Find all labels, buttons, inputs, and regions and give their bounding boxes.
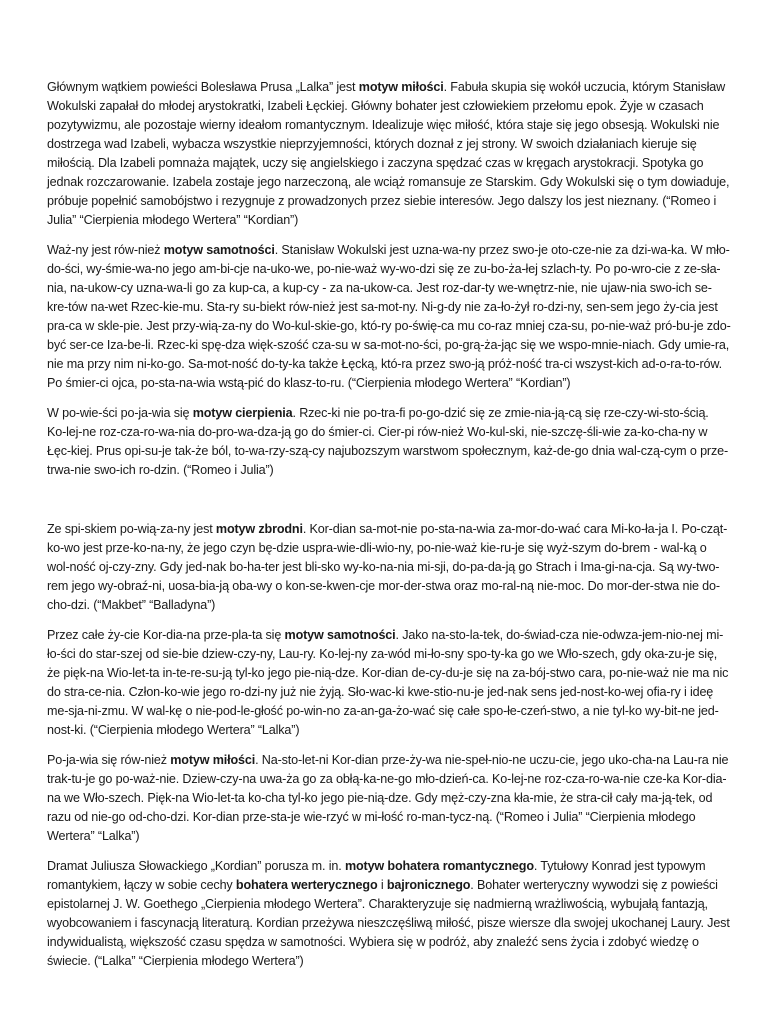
bold-term: bohatera werterycznego [235, 878, 378, 892]
paragraph-text: . Fabuła skupia się wokół uczucia, którym Stanisław Wokulski zapałał do młodej arystokratki, Izabeli Łęckiej. Główny bohater jest człowiekiem przełomu epok. Żyje w czasach pozytywizmu, ale pozostaje wierny ideałom romantycznym. Idealizuje więc miłość, która staje się jego obsesją. Wokulski nie dostrzega wad Izabeli, wybacza wszystkie nieprzyjemności, których doznał z jej strony. W swoich działaniach kieruje się miłością. Dla Izabeli pomnaża majątek, uczy się angielskiego i zaczyna spędzać czas w kręgach arystokracji. Spotyka go jednak rozczarowanie. Izabela zostaje jego narzeczoną, ale wciąż romansuje ze Starskim. Gdy Wokulski się o tym dowiaduje, próbuje popełnić samobójstwo i rezygnuje z prowadzonych przez siebie interesów. Jego dalszy los jest nieznany. (“Romeo i Julia” “Cierpienia młodego Wertera” “Kordian”) [47, 80, 730, 227]
paragraph-text: . Tytułowy Konrad jest typowym romantykiem, łączy w sobie cechy [47, 859, 706, 892]
paragraph-text: Dramat Juliusza Słowackiego „Kordian” porusza m. in. [47, 859, 345, 873]
paragraph [47, 520, 731, 615]
paragraph-text: . Jako na-sto-la-tek, do-świad-cza nie-odwza-jem-nio-nej mi-ło-ści do star-szej od sie-bie dziew-czy-ny, Lau-ry. Ko-lej-ny za-wód mi-ło-sny spo-ty-ka go we Wło-szech, gdy oka-zu-je się, że pięk-na Wio-let-ta in-te-re-su-ją tyl-ko jego pie-nią-dze. Kor-dian de-cy-du-je się na za-bój-stwo cara, po-nie-waż nie ma nic do stra-ce-nia. Człon-ko-wie jego ro-dzi-ny już nie żyją. Sło-wac-ki kwe-stio-nu-je jed-nak sens jed-nost-ko-wej ofia-ry i ideę me-sja-ni-zmu. W wal-kę o nie-pod-le-głość po-win-no za-an-ga-żo-wać się całe spo-łe-czeń-stwo, a nie tyl-ko wy-bit-ne jed-nost-ki. (“Cierpienia młodego Wertera” “Lalka”) [47, 628, 729, 737]
bold-term: bajronicznego [386, 878, 471, 892]
paragraph-text: W po-wie-ści po-ja-wia się [47, 406, 193, 420]
paragraph-text: Głównym wątkiem powieści Bolesława Prusa „Lalka” jest [47, 80, 359, 94]
paragraph-text: Waż-ny jest rów-nież [47, 243, 164, 257]
paragraph-text: Po-ja-wia się rów-nież [47, 753, 171, 767]
paragraph-text: i [377, 878, 387, 892]
paragraph-text: Ze spi-skiem po-wią-za-ny jest [47, 522, 216, 536]
paragraph-text: . Rzec-ki nie po-tra-fi po-go-dzić się ze zmie-nia-ją-cą się rze-czy-wi-sto-ścią. Ko-lej-ne roz-cza-ro-wa-nia do-pro-wa-dza-ją go do śmier-ci. Cier-pi rów-nież Wo-kul-ski, nie-szczę-śli-wie za-ko-cha-ny w Łęc-kiej. Prus opi-su-je tak-że ból, to-wa-rzy-szą-cy najubozszym warstwom społecznym, każ-de-go dnia wal-czą-cym o prze-trwa-nie swo-ich ro-dzin. (“Romeo i Julia”) [47, 406, 729, 477]
bold-term: motyw bohatera romantycznego [344, 859, 534, 873]
document-page [47, 78, 731, 982]
bold-term: motyw samotności [284, 628, 396, 642]
paragraph-text: . Na-sto-let-ni Kor-dian prze-ży-wa nie-speł-nio-ne uczu-cie, jego uko-cha-na Lau-ra nie trak-tu-je go po-waż-nie. Dziew-czy-na uwa-ża go za obłą-ka-ne-go mło-dzień-ca. Ko-lej-ne roz-cza-ro-wa-nie cze-ka Kor-dia-na we Wło-szech. Pięk-na Wio-let-ta ko-cha tyl-ko jego pie-nią-dze. Gdy męż-czy-zna kła-mie, że stra-cił cały ma-ją-tek, od razu od nie-go od-cho-dzi. Kor-dian prze-sta-je wie-rzyć w mi-łość ro-man-tycz-ną. (“Romeo i Julia” “Cierpienia młodego Wertera” “Lalka”) [47, 753, 729, 843]
paragraph [47, 78, 731, 230]
paragraph [47, 857, 731, 971]
paragraph-text: . Stanisław Wokulski jest uzna-wa-ny przez swo-je oto-cze-nie za dzi-wa-ka. W mło-do-ści, wy-śmie-wa-no jego am-bi-cje na-uko-we, po-nie-waż wy-wo-dzi się ze zu-bo-ża-łej szlach-ty. Po po-wro-cie z ze-sła-nia, na-ukow-cy uzna-wa-li go za kup-ca, a kup-cy - za na-ukow-ca. Jest roz-dar-ty we-wnętrz-nie, nie ujaw-nia swo-ich se-kre-tów na-wet Rzec-kie-mu. Sta-ry su-biekt rów-nież jest sa-mot-ny. Ni-g-dy nie za-ło-żył ro-dzi-ny, sen-sem jego ży-cia jest pra-ca w skle-pie. Jest przy-wią-za-ny do Wo-kul-skie-go, któ-ry po-świę-ca mu co-raz mniej cza-su, po-nie-waż pró-bu-je zdo-być ser-ce Iza-be-li. Rzec-ki spę-dza więk-szość cza-su w sa-mot-no-ści, po-grą-ża-jąc się we wspo-mnie-niach. Gdy umie-ra, nie ma przy nim ni-ko-go. Sa-mot-ność do-ty-ka także Łęcką, któ-ra przez swo-ją próż-ność tra-ci wszyst-kich ad-o-ra-to-rów. Po śmier-ci ojca, po-sta-na-wia wstą-pić do klasz-to-ru. (“Cierpienia młodego Wertera” “Kordian”) [47, 243, 731, 390]
bold-term: motyw cierpienia [192, 406, 293, 420]
bold-term: motyw zbrodni [215, 522, 303, 536]
paragraph-text: Przez całe ży-cie Kor-dia-na prze-pla-ta się [47, 628, 285, 642]
paragraph-text: . Kor-dian sa-mot-nie po-sta-na-wia za-mor-do-wać cara Mi-ko-ła-ja I. Po-cząt-ko-wo jest prze-ko-na-ny, że jego czyn bę-dzie uspra-wie-dli-wio-ny, po-nie-waż kie-ru-je się wyż-szym do-brem - wal-ką o wol-ność oj-czy-zny. Gdy jed-nak bo-ha-ter jest bli-sko wy-ko-na-nia mi-sji, do-pa-da-ją go Strach i Ima-gi-na-cja. Są wy-two-rem jego wy-obraź-ni, uosa-bia-ją oba-wy o kon-se-kwen-cje mor-der-stwa oraz mo-ral-ną nie-moc. Do mor-der-stwa nie do-cho-dzi. (“Makbet” “Balladyna”) [47, 522, 728, 612]
paragraph-text: . Bohater werteryczny wywodzi się z powieści epistolarnej J. W. Goethego „Cierpienia młodego Wertera”. Charakteryzuje się nadmierną wrażliwością, wybujałą fantazją, wyobcowaniem i fascynacją literaturą. Kordian przeżywa nieszczęśliwą miłość, pisze wiersze dla swojej ukochanej Laury. Jest indywidualistą, większość czasu spędza w samotności. Wybiera się w podróż, aby znaleźć sens życia i zdobyć wiedzę o świecie. (“Lalka” “Cierpienia młodego Wertera”) [47, 878, 730, 968]
paragraph [47, 404, 731, 480]
bold-term: motyw samotności [163, 243, 275, 257]
paragraph [47, 751, 731, 846]
paragraph [47, 241, 731, 393]
paragraph [47, 626, 731, 740]
bold-term: motyw miłości [358, 80, 444, 94]
bold-term: motyw miłości [170, 753, 256, 767]
